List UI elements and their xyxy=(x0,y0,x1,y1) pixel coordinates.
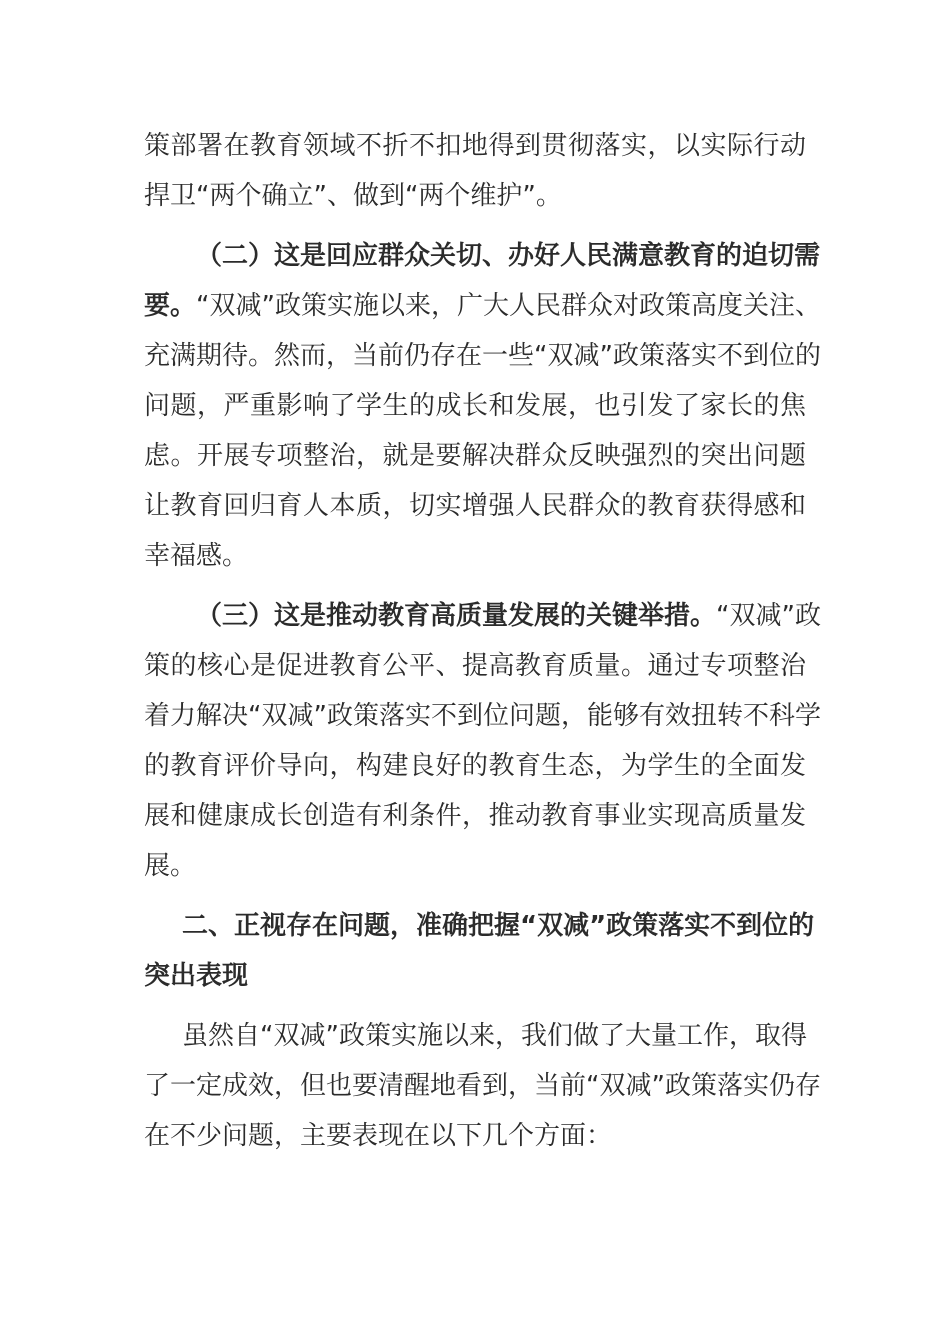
paragraph-line: 问题，严重影响了学生的成长和发展，也引发了家长的焦 xyxy=(144,391,806,421)
document-page xyxy=(144,121,821,1161)
section-heading-line: 二、正视存在问题，准确把握“双减”政策落实不到位的 xyxy=(182,911,815,941)
subheading-text: 要。 xyxy=(144,291,197,321)
paragraph-text: “双减”政 xyxy=(716,601,821,631)
paragraph-text: “双减”政策实施以来，广大人民群众对政策高度关注、 xyxy=(196,291,821,321)
paragraph-line: 策的核心是促进教育公平、提高教育质量。通过专项整治 xyxy=(144,651,806,681)
paragraph-line: 充满期待。然而，当前仍存在一些“双减”政策落实不到位的 xyxy=(144,341,821,371)
paragraph-line: 虽然自“双减”政策实施以来，我们做了大量工作，取得 xyxy=(182,1021,807,1051)
paragraph-line xyxy=(144,281,821,331)
paragraph-line: 让教育回归育人本质，切实增强人民群众的教育获得感和 xyxy=(144,491,806,521)
paragraph-line: 在不少问题，主要表现在以下几个方面： xyxy=(144,1121,613,1151)
paragraph-line: 策部署在教育领域不折不扣地得到贯彻落实，以实际行动 xyxy=(144,131,806,161)
subheading-line xyxy=(144,231,821,281)
section-heading-line: 突出表现 xyxy=(144,961,249,991)
paragraph-line: 展。 xyxy=(144,851,197,881)
paragraph-line: 虑。开展专项整治，就是要解决群众反映强烈的突出问题 xyxy=(144,441,806,471)
paragraph-line: 了一定成效，但也要清醒地看到，当前“双减”政策落实仍存 xyxy=(144,1071,821,1101)
paragraph-line: 的教育评价导向，构建良好的教育生态，为学生的全面发 xyxy=(144,751,806,781)
paragraph-line: 幸福感。 xyxy=(144,541,249,571)
paragraph-line: 捍卫“两个确立”、做到“两个维护”。 xyxy=(144,181,562,211)
paragraph-line: 着力解决“双减”政策落实不到位问题，能够有效扭转不科学 xyxy=(144,701,821,731)
paragraph-line: 展和健康成长创造有利条件，推动教育事业实现高质量发 xyxy=(144,801,806,831)
subheading-text: （二）这是回应群众关切、办好人民满意教育的迫切需 xyxy=(196,241,821,271)
subheading-text: （三）这是推动教育高质量发展的关键举措。 xyxy=(196,601,717,631)
subheading-line xyxy=(144,591,821,641)
